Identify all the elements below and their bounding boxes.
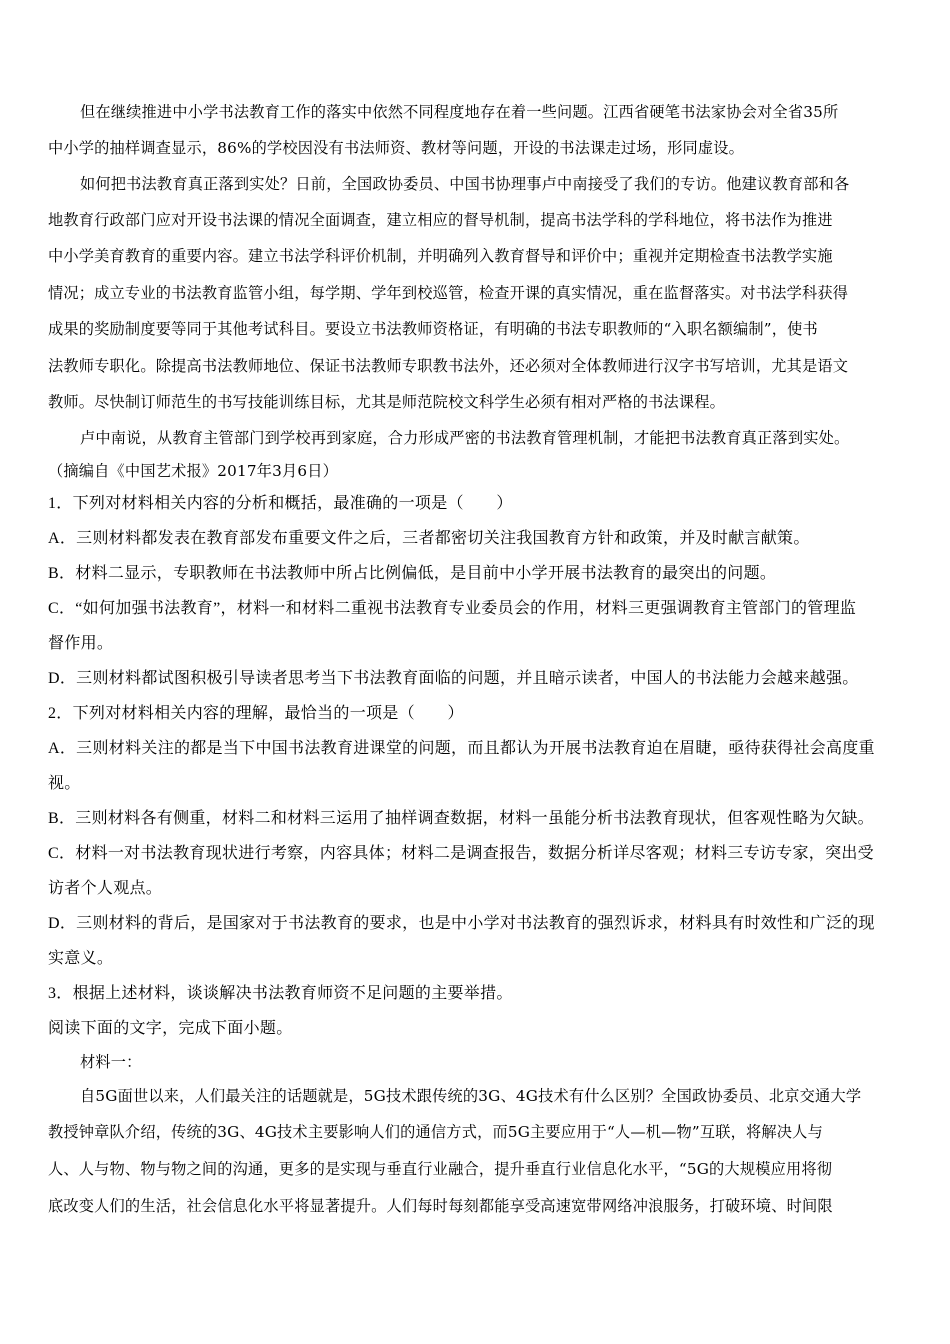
- text-line: 但在继续推进中小学书法教育工作的落实中依然不同程度地存在着一些问题。江西省硬笔书法家协会对全省35所: [80, 103, 839, 121]
- question-3: 3．根据上述材料，谈谈解决书法教育师资不足问题的主要举措。: [48, 985, 513, 1002]
- option-text: D．三则材料的背后，是国家对于书法教育的要求，也是中小学对书法教育的强烈诉求，材料具有时效性和广泛的现: [48, 915, 875, 932]
- option-text: B．材料二显示，专职教师在书法教师中所占比例偏低，是目前中小学开展书法教育的最突出的问题。: [48, 565, 777, 582]
- option-text: A．三则材料都发表在教育部发布重要文件之后，三者都密切关注我国教育方针和政策，并及时献言献策。: [48, 530, 810, 547]
- option-text: A．三则材料关注的都是当下中国书法教育进课堂的问题，而且都认为开展书法教育迫在眉睫，亟待获得社会高度重: [48, 740, 875, 757]
- option-text: D．三则材料都试图积极引导读者思考当下书法教育面临的问题，并且暗示读者，中国人的书法能力会越来越强。: [48, 670, 859, 687]
- text-line: 教师。尽快制订师范生的书写技能训练目标，尤其是师范院校文科学生必须有相对严格的书法课程。: [48, 393, 726, 411]
- question-2: 2．下列对材料相关内容的理解，最恰当的一项是（ ）: [48, 705, 464, 722]
- instruction-text: 阅读下面的文字，完成下面小题。: [48, 1020, 293, 1037]
- text-line: 中小学的抽样调查显示，86%的学校因没有书法师资、教材等问题，开设的书法课走过场，形同虚设。: [48, 139, 745, 157]
- text-line: 如何把书法教育真正落到实处？日前，全国政协委员、中国书协理事卢中南接受了我们的专访。他建议教育部和各: [80, 175, 850, 193]
- source-citation: （摘编自《中国艺术报》2017年3月6日）: [48, 462, 338, 480]
- text-line: 卢中南说，从教育主管部门到学校再到家庭，合力形成严密的书法教育管理机制，才能把书法教育真正落到实处。: [80, 429, 850, 447]
- text-line: 情况；成立专业的书法教育监管小组，每学期、学年到校巡管，检查开课的真实情况，重在监督落实。对书法学科获得: [48, 284, 849, 302]
- option-text: 视。: [48, 775, 81, 792]
- section-heading: 材料一：: [80, 1053, 142, 1071]
- text-line: 人、人与物、物与物之间的沟通，更多的是实现与垂直行业融合，提升垂直行业信息化水平，“5G的大规模应用将彻: [48, 1160, 833, 1178]
- text-line: 地教育行政部门应对开设书法课的情况全面调查，建立相应的督导机制，提高书法学科的学科地位，将书法作为推进: [48, 211, 833, 229]
- option-text: B．三则材料各有侧重，材料二和材料三运用了抽样调查数据，材料一虽能分析书法教育现状，但客观性略为欠缺。: [48, 810, 874, 827]
- option-text: 实意义。: [48, 950, 114, 967]
- question-1: 1．下列对材料相关内容的分析和概括，最准确的一项是（ ）: [48, 495, 513, 512]
- text-line: 底改变人们的生活，社会信息化水平将显著提升。人们每时每刻都能享受高速宽带网络冲浪服务，打破环境、时间限: [48, 1197, 833, 1215]
- option-text: C．“如何加强书法教育”，材料一和材料二重视书法教育专业委员会的作用，材料三更强调教育主管部门的管理监: [48, 600, 857, 617]
- text-line: 教授钟章队介绍，传统的3G、4G技术主要影响人们的通信方式，而5G主要应用于“人—机—物”互联，将解决人与: [48, 1123, 823, 1141]
- option-text: C．材料一对书法教育现状进行考察，内容具体；材料二是调查报告，数据分析详尽客观；材料三专访专家，突出受: [48, 845, 874, 862]
- option-text: 访者个人观点。: [48, 880, 163, 897]
- text-line: 成果的奖励制度要等同于其他考试科目。要设立书法教师资格证，有明确的书法专职教师的“入职名额编制”，使书: [48, 320, 818, 338]
- text-line: 法教师专职化。除提高书法教师地位、保证书法教师专职教书法外，还必须对全体教师进行汉字书写培训，尤其是语文: [48, 357, 849, 375]
- text-line: 中小学美育教育的重要内容。建立书法学科评价机制，并明确列入教育督导和评价中；重视并定期检查书法教学实施: [48, 247, 833, 265]
- option-text: 督作用。: [48, 635, 114, 652]
- text-line: 自5G面世以来，人们最关注的话题就是，5G技术跟传统的3G、4G技术有什么区别？全国政协委员、北京交通大学: [80, 1087, 862, 1105]
